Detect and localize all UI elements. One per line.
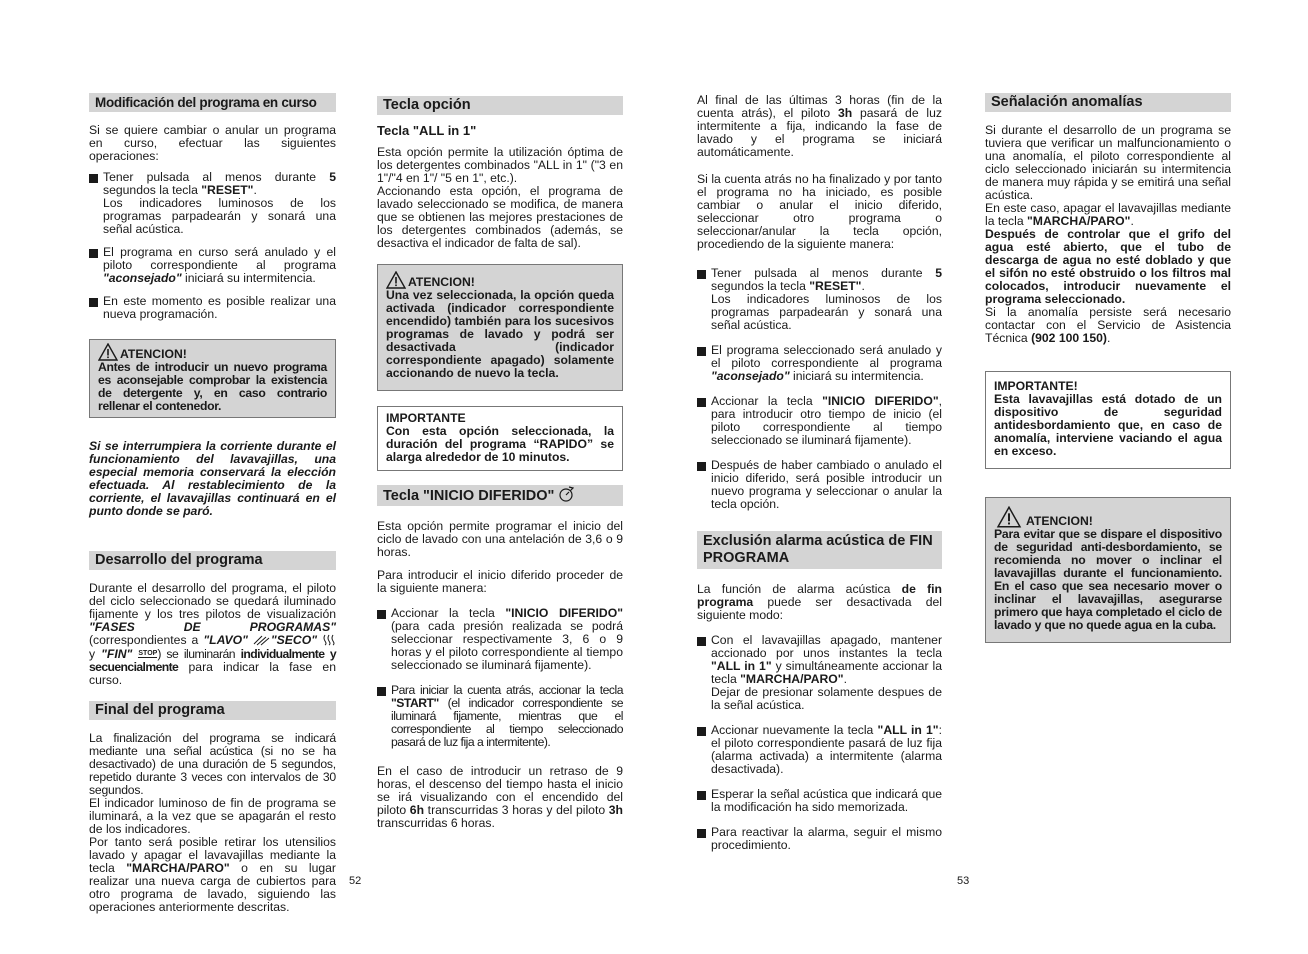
atencion-box-1 [89, 339, 336, 418]
wash-icon [253, 634, 271, 646]
dry-icon [322, 634, 336, 646]
text: "START" [391, 696, 439, 710]
text: Accionar nuevamente la tecla [711, 723, 878, 737]
senalacion-text-2 [985, 202, 1231, 228]
senalacion-text-1: Si durante el desarrollo de un programa se tuviera que verificar un malfuncionamiento o una anomalía, el piloto correspondiente al ciclo seleccionado iniciarán su intermitencia de manera muy rápida y se emitirá una señal acústica. [985, 123, 1231, 202]
bullet-square-icon [377, 687, 386, 696]
bullet-square-icon [89, 249, 98, 258]
list-item [89, 246, 336, 285]
text: "aconsejado" [711, 369, 790, 383]
text: El programa seleccionado será anulado y el piloto correspondiente al programa [711, 343, 942, 370]
text: Para reactivar la alarma, seguir el mismo procedimiento. [711, 825, 942, 852]
text: Los indicadores luminosos de los programas parpadearán y sonará una señal acústica. [103, 196, 336, 236]
bullet-square-icon [697, 829, 706, 838]
text: 5 [329, 170, 336, 184]
text: "LAVO" [203, 633, 248, 647]
section-header-senalacion: Señalación anomalías [985, 93, 1231, 112]
diferido-text-1: Esta opción permite programar el inicio del ciclo de lavado con una antelación de 3,6 o 9 horas. [377, 519, 623, 559]
text: pasará de luz intermitente a fija, indicando la fase de lavado y el programa se iniciará automáticamente. [697, 106, 942, 159]
text: puede ser desactivada del siguiente modo: [697, 595, 942, 622]
section-header-tecla-opcion: Tecla opción [377, 96, 623, 115]
section-header-final: Final del programa [89, 701, 336, 720]
text: . [253, 183, 257, 197]
page-number-left: 52 [349, 875, 362, 887]
list-item [89, 295, 336, 321]
list-item [697, 788, 942, 814]
final-text-3 [89, 836, 336, 914]
text: transcurridas 6 horas. [377, 816, 495, 830]
atencion-box-2 [377, 264, 623, 391]
atencion-title: ATENCION! [120, 347, 187, 361]
text: para indicar la fase en curso. [89, 660, 336, 687]
importante-box-1 [377, 406, 623, 471]
text: segundos la tecla [711, 279, 810, 293]
importante-title: IMPORTANTE! [994, 379, 1078, 393]
atencion-text: Una vez seleccionada, la opción queda activada (indicador correspondiente encendido) también para los sucesivos programas de lavado y podrá ser desactivada (indicador correspondiente apagado) solamente accionando de nuevo la tecla. [386, 288, 614, 380]
list-item [697, 459, 942, 511]
diferido-text-2: Para introducir el inicio diferido proceder de la siguiente manera: [377, 568, 623, 595]
column-3 [697, 94, 942, 852]
corriente-note: Si se interrumpiera la corriente durante el funcionamiento del lavavajillas, una especial memoria conservará la elección efectuada. Al restablecimiento de la corriente, el lavavajillas continuará en el punto donde se paró. [89, 439, 336, 518]
atencion-box-3 [985, 497, 1231, 643]
importante-box-2 [985, 371, 1231, 469]
text: Durante el desarrollo del programa, el piloto del ciclo seleccionado se quedará iluminado fijamente y los tres pilotos de visualización [89, 581, 336, 621]
text: iniciará su intermitencia. [181, 271, 316, 285]
bullet-square-icon [697, 270, 706, 279]
text: "MARCHA/PARO" [740, 672, 844, 686]
text: Tecla "INICIO DIFERIDO" [383, 488, 555, 504]
atencion-text: Antes de introducir un nuevo programa es aconsejable comprobar la existencia de detergente y, en caso contrario rellenar el contenedor. [98, 360, 327, 413]
list-item [377, 684, 623, 749]
bullet-square-icon [377, 610, 386, 619]
opcion-text-2: Accionando esta opción, el programa de lavado seleccionado se modifica, de manera que se obtienen las mejores prestaciones de los detergentes combinados (además, se desactiva el indicador de falta de sal). [377, 184, 623, 250]
text: "RESET" [201, 183, 254, 197]
text: "MARCHA/PARO" [126, 861, 230, 875]
text: "RESET" [809, 279, 862, 293]
subheading-all-in-1: Tecla "ALL in 1" [377, 123, 477, 138]
importante-title: IMPORTANTE [386, 411, 466, 425]
opcion-text: Esta opción permite la utilización óptima de los detergentes combinados "ALL in 1" ("3 en 1"/"4 en 1"/ "5 en 1", etc.). [377, 145, 623, 185]
text: Tener pulsada al menos durante [711, 266, 936, 280]
list-item [697, 724, 942, 776]
warning-triangle-icon [994, 506, 1024, 528]
text: Al final de las últimas 3 horas (fin de la cuenta atrás), el piloto [697, 93, 942, 120]
bullet-square-icon [697, 637, 706, 646]
text: y [89, 647, 102, 661]
text: "FASES DE PROGRAMAS" [89, 620, 336, 634]
exclusion-text [697, 583, 942, 622]
text: 3h [608, 803, 623, 817]
final-3h-text [697, 94, 942, 159]
text: iniciará su intermitencia. [789, 369, 924, 383]
text: El programa en curso será anulado y el piloto correspondiente al programa [103, 245, 336, 272]
text: Accionar la tecla [711, 394, 823, 408]
text: Para iniciar la cuenta atrás, accionar la tecla [391, 683, 623, 697]
text: "MARCHA/PARO" [1027, 214, 1131, 228]
list-item [89, 171, 336, 236]
warning-triangle-icon [386, 271, 406, 289]
text: Después de haber cambiado o anulado el inicio diferido, será posible introducir un nuevo programa y seleccionar o anular la tecla opción. [711, 458, 942, 511]
list-item [697, 826, 942, 852]
text: Esperar la señal acústica que indicará que la modificación ha sido memorizada. [711, 787, 942, 814]
text: 5 [935, 266, 942, 280]
cuenta-text: Si la cuenta atrás no ha finalizado y por tanto el programa no ha iniciado, es posible cambiar o anular el inicio diferido, seleccionar otro programa o seleccionar/anular la tecla opción, procediendo de la siguiente manera: [697, 172, 942, 251]
warning-triangle-icon [98, 343, 118, 361]
list-item [697, 634, 942, 712]
text: En el caso de introducir un retraso de 9 horas, el descenso del tiempo hasta el inicio se irá visualizando con el encendido del piloto [377, 764, 623, 817]
text: . [1106, 331, 1111, 345]
text: En este momento es posible realizar una nueva programación. [103, 294, 336, 321]
text: y simultáneamente accionar la tecla [711, 659, 942, 686]
bullet-square-icon [697, 398, 706, 407]
text: . [843, 672, 847, 686]
text: "INICIO DIFERIDO" [505, 606, 623, 620]
atencion-title: ATENCION! [408, 275, 475, 289]
text: En este caso, apagar el lavavajillas mediante la tecla [985, 201, 1231, 228]
text: de fin programa [697, 582, 943, 609]
list-item [697, 267, 942, 332]
text: segundos la tecla [103, 183, 202, 197]
list-item [377, 607, 623, 672]
final-text-1: La finalización del programa se indicará mediante una señal acústica (si no se ha desactivado) de una duración de 5 segundos, repetido durante 3 veces con intervalos de 30 segundos. [89, 731, 336, 797]
text: 3h [837, 106, 853, 120]
text: (el indicador correspondiente se iluminará fijamente, mientras que el correspondiente al tiempo seleccionado pasará de luz fija a intermitente). [391, 696, 623, 749]
bullet-square-icon [697, 727, 706, 736]
stop-icon: STOP [138, 650, 158, 657]
text: "INICIO DIFERIDO" [822, 394, 939, 408]
bullet-square-icon [697, 462, 706, 471]
clock-arrow-icon [558, 486, 574, 502]
list-item [697, 395, 942, 447]
text: (correspondientes a [89, 633, 204, 647]
text: Con el lavavajillas apagado, mantener accionado por unos instantes la tecla [711, 633, 942, 660]
text: , para introducir otro tiempo de inicio (el piloto correspondiente al tiempo seleccionado se iluminará fijamente). [711, 394, 942, 447]
section-header-inicio-diferido [377, 485, 623, 506]
list-item [697, 344, 942, 383]
column-4 [985, 93, 1231, 643]
bullet-square-icon [89, 298, 98, 307]
text: "ALL in 1" [711, 659, 772, 673]
bullet-square-icon [697, 791, 706, 800]
section-header-modificacion: Modificación del programa en curso [89, 93, 336, 112]
text: transcurridas 3 horas y del piloto [424, 803, 609, 817]
text: La función de alarma acústica [697, 582, 902, 596]
retraso-text [377, 765, 623, 830]
page-number-right: 53 [957, 875, 970, 887]
text: ) se iluminarán [157, 647, 241, 661]
text: Accionar la tecla [391, 606, 506, 620]
text: . [861, 279, 865, 293]
column-2 [377, 96, 623, 830]
text: Tener pulsada al menos durante [103, 170, 330, 184]
final-text-2: El indicador luminoso de fin de programa se iluminará, a la vez que se apagarán el resto de los indicadores. [89, 796, 336, 836]
bullet-square-icon [89, 174, 98, 183]
importante-text: Con esta opción seleccionada, la duración del programa “RAPIDO” se alarga alrededor de 10 minutos. [386, 424, 614, 464]
senalacion-text-4 [985, 306, 1231, 345]
text: Dejar de presionar solamente despues de la señal acústica. [711, 685, 942, 712]
text: 6h [409, 803, 425, 817]
text: o en su lugar realizar una nueva carga de cubiertos para otro programa de lavado, siguiendo las operaciones anteriormente descritas. [89, 861, 336, 914]
text: (para cada presión realizada se podrá seleccionar respectivamente 3, 6 o 9 horas y el piloto correspondiente al tiempo seleccionado se iluminará fijamente). [391, 619, 623, 672]
text: Por tanto será posible retirar los utensilios lavado y apagar el lavavajillas mediante la tecla [89, 835, 336, 875]
text: (902 100 150) [1031, 331, 1107, 345]
text: "aconsejado" [103, 271, 182, 285]
mod-intro: Si se quiere cambiar o anular un programa en curso, efectuar las siguientes operaciones: [89, 123, 336, 163]
text: "ALL in 1" [877, 723, 939, 737]
text: individualmente y secuencialmente [89, 647, 336, 674]
section-header-exclusion: Exclusión alarma acústica de FIN PROGRAMA [697, 531, 942, 569]
text: Si la anomalía persiste será necesario contactar con el Servicio de Asistencia Técnica [985, 305, 1231, 345]
text: "SECO" [270, 633, 317, 647]
atencion-title: ATENCION! [1026, 514, 1093, 528]
text: : el piloto correspondiente pasará de luz fija (alarma activada) a intermitente (alarma desactivada). [711, 723, 942, 776]
senalacion-text-3: Después de controlar que el grifo del agua esté abierto, que el tubo de descarga de agua no esté doblado y que el sifón no esté obstruido o los filtros mal colocados, introducir nuevamente el programa seleccionado. [985, 227, 1231, 306]
text: . [1130, 214, 1134, 228]
section-header-desarrollo: Desarrollo del programa [89, 551, 336, 570]
column-1 [89, 93, 336, 914]
bullet-square-icon [697, 347, 706, 356]
atencion-text: Para evitar que se dispare el dispositivo de seguridad anti-desbordamiento, se recomienda no mover o inclinar el lavavajillas durante el funcionamiento. En el caso que sea necesario mover o inclinar el lavavajillas, asegurarse primero que haya completado el ciclo de lavado y que no quede agua en la cuba. [994, 527, 1222, 632]
importante-text: Esta lavavajillas está dotado de un dispositivo de seguridad antidesbordamiento que, en caso de anomalía, interviene vaciando el agua en exceso. [994, 392, 1222, 458]
desarrollo-text [89, 582, 336, 687]
text: Los indicadores luminosos de los programas parpadearán y sonará una señal acústica. [711, 292, 942, 332]
text: "FIN" [101, 647, 133, 661]
